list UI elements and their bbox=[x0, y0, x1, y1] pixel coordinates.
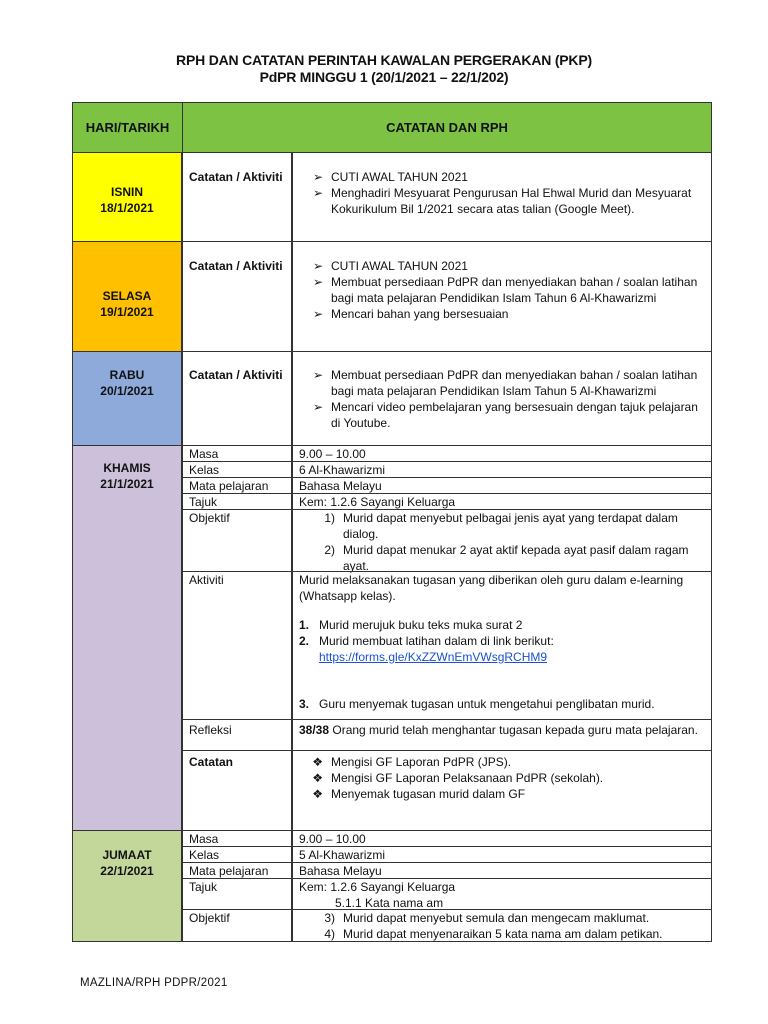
label-tajuk: Tajuk bbox=[182, 878, 292, 910]
list-item: Membuat persediaan PdPR dan menyediakan bahan / soalan latihan bagi mata pelajaran Pendidikan Islam Tahun 6 Al-Khawarizmi bbox=[331, 275, 698, 305]
day-selasa bbox=[72, 241, 182, 352]
label-objektif: Objektif bbox=[182, 509, 292, 572]
label-mata-pelajaran: Mata pelajaran bbox=[182, 477, 292, 494]
refleksi-text: Orang murid telah menghantar tugasan kepada guru mata pelajaran. bbox=[329, 723, 698, 737]
value-aktiviti bbox=[292, 571, 712, 720]
label-catatan-aktiviti: Catatan / Aktiviti bbox=[182, 351, 292, 446]
value-objektif bbox=[292, 909, 712, 942]
arrow-bullet-icon: ➢ bbox=[312, 400, 323, 414]
page-footer: MAZLINA/RPH PDPR/2021 bbox=[80, 977, 228, 989]
label-masa: Masa bbox=[182, 445, 292, 462]
day-date: 20/1/2021 bbox=[100, 384, 154, 398]
list-item: Mengisi GF Laporan Pelaksanaan PdPR (sekolah). bbox=[331, 771, 604, 785]
list-number: 3) bbox=[324, 911, 335, 925]
arrow-bullet-icon: ➢ bbox=[312, 170, 323, 184]
label-catatan-aktiviti: Catatan / Aktiviti bbox=[182, 152, 292, 242]
list-item: Murid merujuk buku teks muka surat 2 bbox=[319, 618, 523, 632]
list-number: 1) bbox=[324, 511, 335, 525]
list-item: Murid dapat menyebut semula dan mengecam maklumat. bbox=[343, 911, 650, 925]
label-mata-pelajaran: Mata pelajaran bbox=[182, 862, 292, 879]
refleksi-count: 38/38 bbox=[299, 723, 330, 737]
list-number: 2) bbox=[324, 543, 335, 557]
day-jumaat bbox=[72, 830, 182, 942]
selasa-notes bbox=[292, 241, 712, 352]
list-item: Membuat persediaan PdPR dan menyediakan bahan / soalan latihan bagi mata pelajaran Pendidikan Islam Tahun 5 Al-Khawarizmi bbox=[331, 368, 698, 398]
label-kelas: Kelas bbox=[182, 846, 292, 863]
list-item: Murid membuat latihan dalam di link berikut: bbox=[319, 634, 554, 648]
day-isnin bbox=[72, 152, 182, 242]
arrow-bullet-icon: ➢ bbox=[312, 368, 323, 382]
arrow-bullet-icon: ➢ bbox=[312, 307, 323, 321]
list-item: Menyemak tugasan murid dalam GF bbox=[331, 787, 526, 801]
aktiviti-intro: Murid melaksanakan tugasan yang diberikan oleh guru dalam e-learning (Whatsapp kelas). bbox=[299, 573, 684, 603]
label-kelas: Kelas bbox=[182, 461, 292, 478]
value-mata-pelajaran: Bahasa Melayu bbox=[292, 862, 712, 879]
page-title: RPH DAN CATATAN PERINTAH KAWALAN PERGERAKAN (PKP) bbox=[176, 52, 592, 68]
list-number: 3. bbox=[299, 697, 310, 711]
google-form-link[interactable]: https://forms.gle/KxZZWnEmVWsgRCHM9 bbox=[319, 650, 548, 664]
list-number: 1. bbox=[299, 618, 310, 632]
list-number: 2. bbox=[299, 634, 310, 648]
list-item: CUTI AWAL TAHUN 2021 bbox=[331, 259, 468, 273]
day-date: 18/1/2021 bbox=[100, 201, 154, 215]
list-item: Guru menyemak tugasan untuk mengetahui penglibatan murid. bbox=[319, 697, 655, 711]
value-mata-pelajaran: Bahasa Melayu bbox=[292, 477, 712, 494]
list-item: Mencari video pembelajaran yang bersesuain dengan tajuk pelajaran di Youtube. bbox=[331, 400, 698, 430]
list-item: Murid dapat menyenaraikan 5 kata nama am dalam petikan. bbox=[343, 927, 663, 941]
day-name: ISNIN bbox=[110, 185, 143, 199]
header-hari-tarikh: HARI/TARIKH bbox=[72, 102, 183, 153]
day-date: 19/1/2021 bbox=[100, 305, 154, 319]
diamond-bullet-icon: ❖ bbox=[312, 755, 323, 769]
day-name: KHAMIS bbox=[103, 461, 151, 475]
list-item: Mencari bahan yang bersesuaian bbox=[331, 307, 509, 321]
value-masa: 9.00 – 10.00 bbox=[292, 445, 712, 462]
label-tajuk: Tajuk bbox=[182, 493, 292, 510]
rabu-notes bbox=[292, 351, 712, 446]
label-catatan-aktiviti: Catatan / Aktiviti bbox=[182, 241, 292, 352]
day-date: 22/1/2021 bbox=[100, 864, 154, 878]
day-date: 21/1/2021 bbox=[100, 477, 154, 491]
list-item: Murid dapat menyebut pelbagai jenis ayat yang terdapat dalam dialog. bbox=[343, 511, 678, 541]
day-name: SELASA bbox=[102, 289, 152, 303]
value-refleksi bbox=[292, 719, 712, 751]
tajuk-sub: 5.1.1 Kata nama am bbox=[335, 896, 444, 910]
tajuk-main: Kem: 1.2.6 Sayangi Keluarga bbox=[299, 880, 456, 894]
label-masa: Masa bbox=[182, 830, 292, 847]
header-catatan-rph: CATATAN DAN RPH bbox=[182, 102, 712, 153]
label-refleksi: Refleksi bbox=[182, 719, 292, 751]
label-aktiviti: Aktiviti bbox=[182, 571, 292, 720]
day-khamis bbox=[72, 445, 182, 831]
arrow-bullet-icon: ➢ bbox=[312, 275, 323, 289]
day-rabu bbox=[72, 351, 182, 446]
list-item: Murid dapat menukar 2 ayat aktif kepada ayat pasif dalam ragam ayat. bbox=[343, 543, 689, 573]
list-number: 4) bbox=[324, 927, 335, 941]
page-subtitle: PdPR MINGGU 1 (20/1/2021 – 22/1/202) bbox=[259, 69, 509, 85]
list-item: Menghadiri Mesyuarat Pengurusan Hal Ehwal Murid dan Mesyuarat Kokurikulum Bil 1/2021 secara atas talian (Google Meet). bbox=[331, 186, 692, 216]
value-catatan bbox=[292, 750, 712, 831]
label-catatan: Catatan bbox=[182, 750, 292, 831]
value-kelas: 5 Al-Khawarizmi bbox=[292, 846, 712, 863]
value-tajuk bbox=[292, 878, 712, 910]
diamond-bullet-icon: ❖ bbox=[312, 771, 323, 785]
value-objektif bbox=[292, 509, 712, 572]
value-masa: 9.00 – 10.00 bbox=[292, 830, 712, 847]
day-name: RABU bbox=[109, 368, 145, 382]
list-item: Mengisi GF Laporan PdPR (JPS). bbox=[331, 755, 512, 769]
label-objektif: Objektif bbox=[182, 909, 292, 942]
arrow-bullet-icon: ➢ bbox=[312, 186, 323, 200]
isnin-notes bbox=[292, 152, 712, 242]
day-name: JUMAAT bbox=[102, 848, 152, 862]
arrow-bullet-icon: ➢ bbox=[312, 259, 323, 273]
list-item: CUTI AWAL TAHUN 2021 bbox=[331, 170, 468, 184]
value-tajuk: Kem: 1.2.6 Sayangi Keluarga bbox=[292, 493, 712, 510]
value-kelas: 6 Al-Khawarizmi bbox=[292, 461, 712, 478]
diamond-bullet-icon: ❖ bbox=[312, 787, 323, 801]
